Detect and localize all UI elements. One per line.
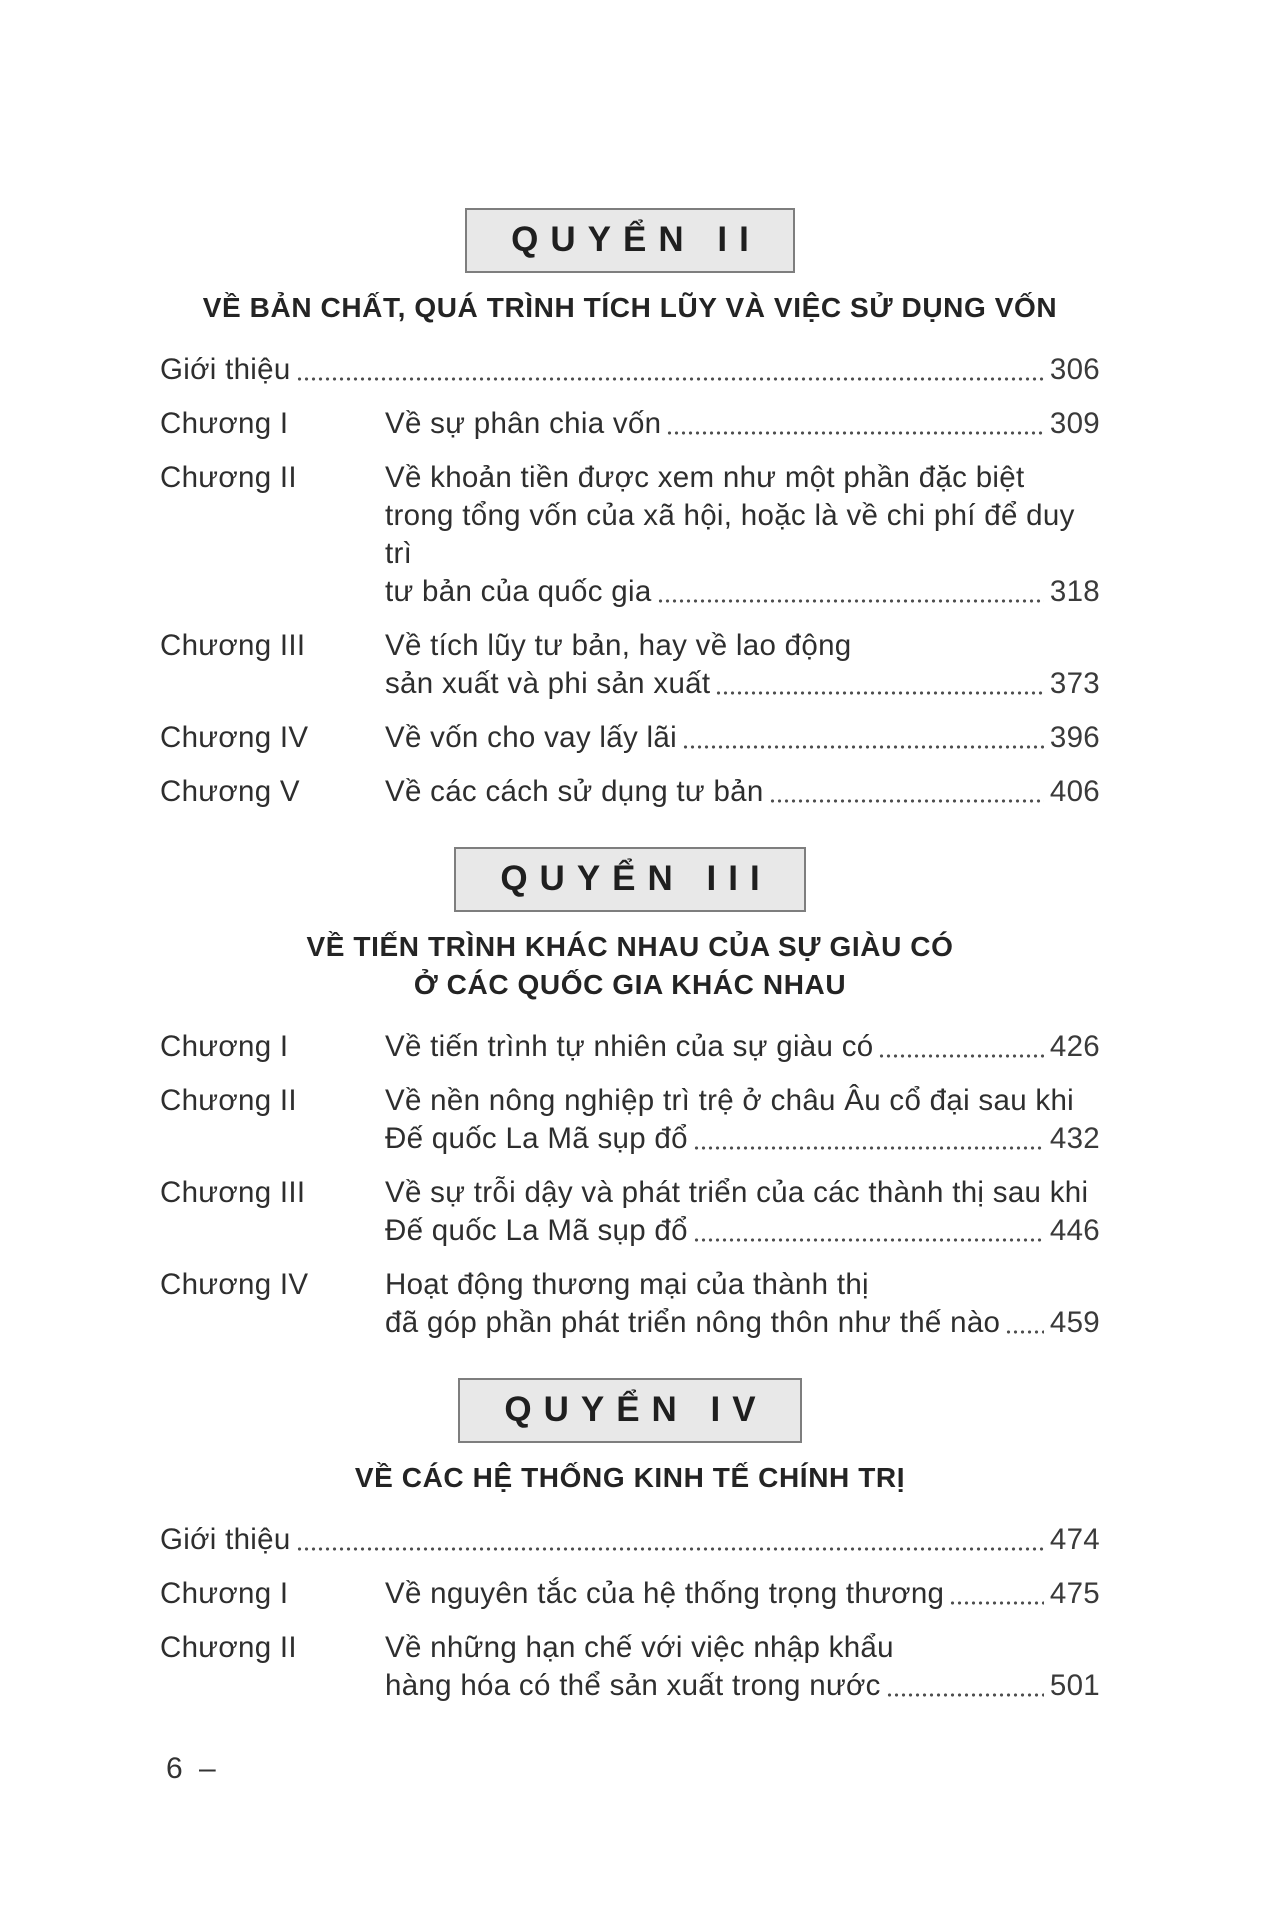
toc-content (160, 208, 1100, 1741)
page-ref: 474 (1049, 1523, 1100, 1556)
chapter-label: Chương III (160, 629, 306, 662)
toc-entry (160, 773, 1100, 811)
entry-title-text: Về nguyên tắc của hệ thống trọng thương (385, 1577, 945, 1610)
entry-title-text: Về sự phân chia vốn (385, 407, 662, 440)
chapter-label: Chương V (160, 775, 300, 808)
dot-leader (693, 1236, 1044, 1244)
dot-leader (715, 689, 1044, 697)
toc-entries (160, 351, 1100, 811)
book-subtitle-line: VỀ TIẾN TRÌNH KHÁC NHAU CỦA SỰ GIÀU CÓ (306, 931, 954, 962)
toc-entries (160, 1028, 1100, 1342)
dot-leader (949, 1599, 1044, 1607)
dot-leader (1005, 1328, 1044, 1336)
page-ref: 432 (1049, 1122, 1100, 1155)
entry-title-text: Giới thiệu (160, 353, 291, 386)
book-section (160, 208, 1100, 811)
toc-entry (160, 405, 1100, 443)
toc-entries (160, 1521, 1100, 1705)
chapter-label: Chương IV (160, 1268, 309, 1301)
entry-title-text: Về những hạn chế với việc nhập khẩu (385, 1631, 894, 1664)
book-heading-box (458, 1378, 801, 1443)
toc-entry (160, 1266, 1100, 1342)
page-ref: 306 (1049, 353, 1100, 386)
dot-leader (657, 597, 1044, 605)
book-subtitle (160, 289, 1100, 327)
page-ref: 373 (1049, 667, 1100, 700)
book-heading-label: QUYỂN IV (504, 1390, 768, 1429)
toc-entry (160, 1629, 1100, 1705)
chapter-label: Chương I (160, 1030, 289, 1063)
page-number: 6 (166, 1752, 183, 1785)
dot-leader (886, 1691, 1044, 1699)
toc-entry (160, 1174, 1100, 1250)
book-subtitle-line: Ở CÁC QUỐC GIA KHÁC NHAU (413, 969, 847, 1000)
dot-leader (693, 1144, 1044, 1152)
book-heading-label: QUYỂN II (511, 220, 761, 259)
entry-title-text: Về khoản tiền được xem như một phần đặc biệt (385, 461, 1025, 494)
entry-title-text: Đế quốc La Mã sụp đổ (385, 1122, 688, 1155)
entry-title-text: Về sự trỗi dậy và phát triển của các thành thị sau khi (385, 1176, 1089, 1209)
dot-leader (296, 375, 1044, 383)
entry-title-text: Hoạt động thương mại của thành thị (385, 1268, 869, 1301)
chapter-label: Chương I (160, 1577, 289, 1610)
chapter-label: Chương III (160, 1176, 306, 1209)
dot-leader (682, 743, 1044, 751)
page-ref: 475 (1049, 1577, 1100, 1610)
entry-title-text: trong tổng vốn của xã hội, hoặc là về chi phí để duy trì (385, 499, 1075, 570)
entry-title-text: Về tiến trình tự nhiên của sự giàu có (385, 1030, 874, 1063)
entry-title-text: tư bản của quốc gia (385, 575, 652, 608)
book-heading-label: QUYỂN III (500, 859, 772, 898)
dot-leader (666, 429, 1044, 437)
toc-entry (160, 459, 1100, 611)
footer-dash: – (199, 1752, 216, 1785)
page-ref: 396 (1049, 721, 1100, 754)
book-subtitle-line: VỀ CÁC HỆ THỐNG KINH TẾ CHÍNH TRỊ (354, 1462, 906, 1493)
entry-title-text: Về nền nông nghiệp trì trệ ở châu Âu cổ đại sau khi (385, 1084, 1075, 1117)
book-section (160, 847, 1100, 1342)
toc-entry (160, 1575, 1100, 1613)
dot-leader (878, 1052, 1043, 1060)
entry-title-text: đã góp phần phát triển nông thôn như thế nào (385, 1306, 1001, 1339)
page-footer (166, 1752, 216, 1786)
entry-title-text: sản xuất và phi sản xuất (385, 667, 711, 700)
page-ref: 406 (1049, 775, 1100, 808)
book-subtitle (160, 928, 1100, 1004)
toc-entry (160, 351, 1100, 389)
page-ref: 459 (1049, 1306, 1100, 1339)
chapter-label: Chương II (160, 1084, 297, 1117)
toc-entry (160, 627, 1100, 703)
book-heading-box (465, 208, 795, 273)
entry-title-text: hàng hóa có thể sản xuất trong nước (385, 1669, 881, 1702)
page-ref: 318 (1049, 575, 1100, 608)
page-ref: 446 (1049, 1214, 1100, 1247)
toc-entry (160, 1082, 1100, 1158)
chapter-label: Chương IV (160, 721, 309, 754)
chapter-label: Chương II (160, 1631, 297, 1664)
toc-entry (160, 1521, 1100, 1559)
book-section (160, 1378, 1100, 1705)
toc-entry (160, 1028, 1100, 1066)
page-ref: 309 (1049, 407, 1100, 440)
page-ref: 501 (1049, 1669, 1100, 1702)
book-subtitle (160, 1459, 1100, 1497)
entry-title-text: Về các cách sử dụng tư bản (385, 775, 764, 808)
book-heading-box (454, 847, 805, 912)
entry-title-text: Về vốn cho vay lấy lãi (385, 721, 677, 754)
book-subtitle-line: VỀ BẢN CHẤT, QUÁ TRÌNH TÍCH LŨY VÀ VIỆC SỬ DỤNG VỐN (202, 292, 1058, 323)
toc-entry (160, 719, 1100, 757)
dot-leader (296, 1545, 1044, 1553)
chapter-label: Chương I (160, 407, 289, 440)
entry-title-text: Về tích lũy tư bản, hay về lao động (385, 629, 852, 662)
chapter-label: Chương II (160, 461, 297, 494)
page-ref: 426 (1049, 1030, 1100, 1063)
entry-title-text: Giới thiệu (160, 1523, 291, 1556)
dot-leader (769, 797, 1044, 805)
entry-title-text: Đế quốc La Mã sụp đổ (385, 1214, 688, 1247)
